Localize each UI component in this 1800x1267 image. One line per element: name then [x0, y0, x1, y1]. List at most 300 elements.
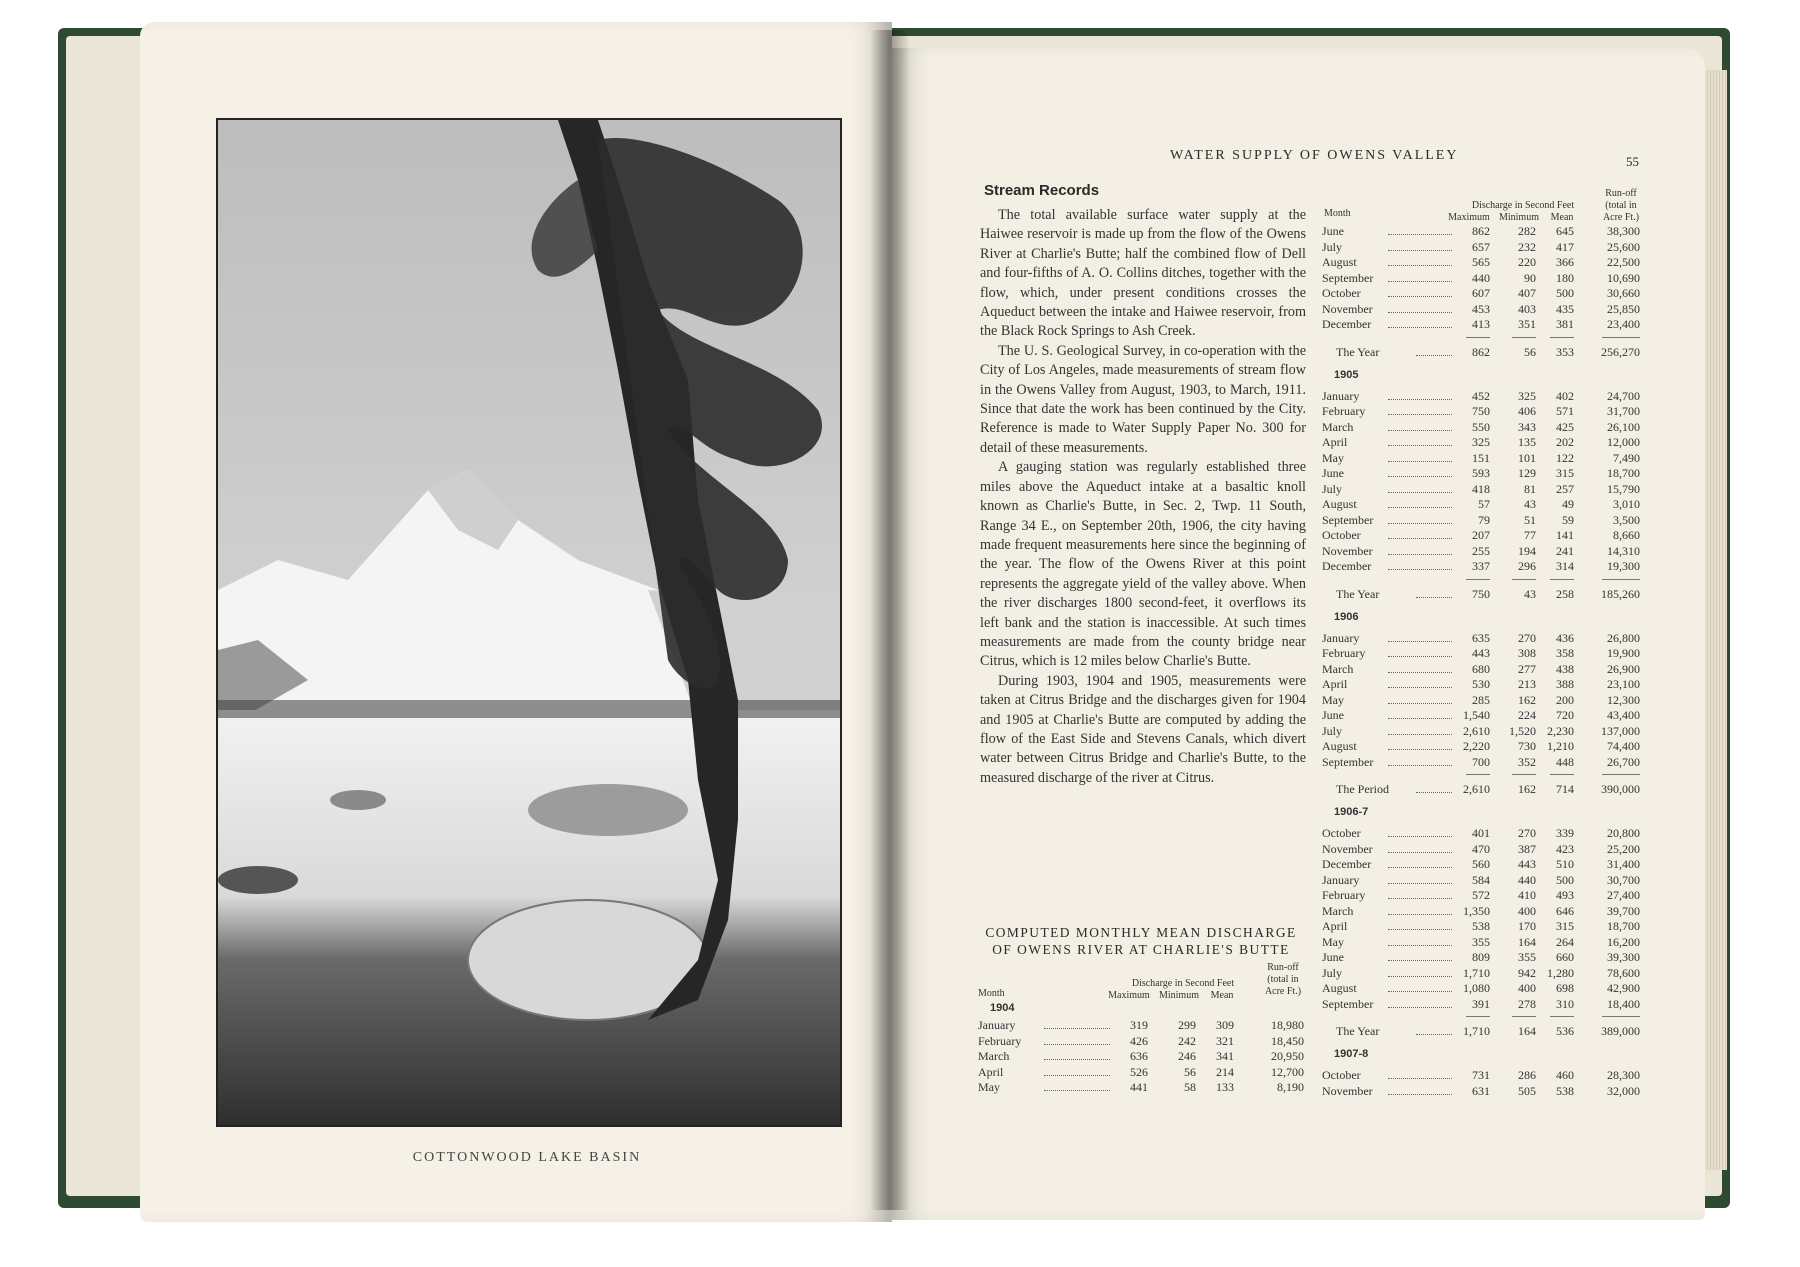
- runoff-cell: 185,260: [1601, 586, 1640, 601]
- maximum-cell: 538: [1472, 919, 1490, 933]
- sum-rule: [1602, 579, 1640, 580]
- sum-rule: [1550, 337, 1574, 338]
- table-row: [1322, 389, 1644, 404]
- maximum-cell: 750: [1472, 586, 1490, 601]
- runoff-cell: 18,400: [1607, 996, 1640, 1011]
- month-cell: May: [1322, 450, 1344, 465]
- maximum-cell: 79: [1478, 512, 1490, 527]
- mean-cell: 460: [1556, 1068, 1574, 1082]
- table-row: [1322, 677, 1644, 692]
- mean-cell: 315: [1556, 919, 1574, 933]
- month-cell: January: [1322, 388, 1360, 403]
- maximum-cell: 391: [1472, 996, 1490, 1011]
- month-cell: February: [1322, 646, 1366, 660]
- month-cell: February: [1322, 404, 1366, 418]
- maximum-cell: 680: [1472, 661, 1490, 676]
- mean-cell: 2,230: [1547, 723, 1574, 738]
- mean-cell: 660: [1556, 950, 1574, 964]
- maximum-cell: 2,610: [1463, 782, 1490, 796]
- runoff-cell: 42,900: [1607, 981, 1640, 995]
- table-row: [1322, 255, 1644, 270]
- month-cell: November: [1322, 841, 1373, 856]
- month-cell: June: [1322, 224, 1344, 238]
- sum-rule: [1602, 774, 1640, 775]
- month-cell: December: [1322, 857, 1372, 871]
- runoff-cell: 19,300: [1607, 559, 1640, 573]
- table-row: [1322, 646, 1644, 661]
- minimum-cell: 242: [1178, 1033, 1196, 1048]
- mean-cell: 141: [1556, 528, 1574, 542]
- mean-cell: 310: [1556, 996, 1574, 1011]
- minimum-cell: 403: [1518, 301, 1536, 316]
- table-row: [978, 1080, 1308, 1095]
- runoff-cell: 25,200: [1607, 841, 1640, 856]
- runoff-cell: 25,850: [1607, 301, 1640, 316]
- mean-cell: 315: [1556, 466, 1574, 480]
- minimum-cell: 410: [1518, 888, 1536, 902]
- minimum-cell: 43: [1524, 586, 1536, 601]
- month-cell: March: [1322, 419, 1354, 434]
- header-runoff-2: (total in: [1267, 974, 1299, 985]
- runoff-cell: 12,300: [1607, 692, 1640, 707]
- runoff-cell: 28,300: [1607, 1068, 1640, 1082]
- sum-rule: [1466, 337, 1490, 338]
- paragraph-1: The total available surface water supply at the Haiwee reservoir is made up from the flow of the Owens River at Charlie's Butte; half the combined flow of Dell and four-fifths of A. O. Collins ditches, together with the flow, which, under present conditions crosses the Aqueduct between the intake and Haiwee reservoir, from the Black Rock Springs to Ash Creek.: [980, 207, 1306, 340]
- minimum-cell: 56: [1524, 344, 1536, 359]
- maximum-cell: 526: [1130, 1064, 1148, 1079]
- maximum-cell: 1,080: [1463, 981, 1490, 995]
- month-cell: December: [1322, 317, 1372, 331]
- month-cell: October: [1322, 826, 1361, 840]
- mean-cell: 264: [1556, 934, 1574, 949]
- maximum-cell: 809: [1472, 950, 1490, 964]
- mean-cell: 353: [1556, 344, 1574, 359]
- mean-cell: 425: [1556, 419, 1574, 434]
- mean-cell: 438: [1556, 661, 1574, 676]
- runoff-cell: 3,500: [1613, 512, 1640, 527]
- maximum-cell: 418: [1472, 481, 1490, 496]
- maximum-cell: 636: [1130, 1049, 1148, 1064]
- table-row: [1322, 286, 1644, 301]
- mean-cell: 448: [1556, 754, 1574, 769]
- month-cell: September: [1322, 512, 1374, 527]
- month-cell: August: [1322, 739, 1357, 753]
- table-row: [1322, 950, 1644, 965]
- minimum-cell: 81: [1524, 481, 1536, 496]
- runoff-cell: 22,500: [1607, 255, 1640, 269]
- minimum-cell: 277: [1518, 661, 1536, 676]
- runoff-cell: 16,200: [1607, 934, 1640, 949]
- header-discharge: Discharge in Second Feet: [1471, 200, 1575, 211]
- maximum-cell: 530: [1472, 677, 1490, 691]
- table-row: [1322, 631, 1644, 646]
- month-cell: August: [1322, 497, 1357, 511]
- mean-cell: 536: [1556, 1024, 1574, 1038]
- table-title-line-1: COMPUTED MONTHLY MEAN DISCHARGE: [985, 925, 1297, 940]
- minimum-cell: 278: [1518, 996, 1536, 1011]
- runoff-cell: 24,700: [1607, 388, 1640, 403]
- maximum-cell: 1,540: [1463, 708, 1490, 722]
- month-cell: June: [1322, 950, 1344, 964]
- header-maximum: Maximum: [1448, 212, 1490, 223]
- runoff-cell: 30,700: [1607, 872, 1640, 887]
- table-row: [1322, 857, 1644, 872]
- maximum-cell: 441: [1130, 1080, 1148, 1095]
- runoff-cell: 31,400: [1607, 857, 1640, 871]
- maximum-cell: 635: [1472, 630, 1490, 645]
- month-cell: January: [1322, 872, 1360, 887]
- minimum-cell: 299: [1178, 1018, 1196, 1032]
- minimum-cell: 51: [1524, 512, 1536, 527]
- table-row: [1322, 271, 1644, 286]
- maximum-cell: 453: [1472, 301, 1490, 316]
- table-row: [1322, 755, 1644, 770]
- table-row: [1322, 724, 1644, 739]
- month-cell: June: [1322, 466, 1344, 480]
- maximum-cell: 862: [1472, 344, 1490, 359]
- maximum-cell: 862: [1472, 224, 1490, 238]
- header-runoff: [1256, 962, 1310, 998]
- minimum-cell: 43: [1524, 497, 1536, 511]
- runoff-cell: 43,400: [1607, 708, 1640, 722]
- minimum-cell: 135: [1518, 435, 1536, 449]
- minimum-cell: 162: [1518, 692, 1536, 707]
- maximum-cell: 607: [1472, 286, 1490, 300]
- runoff-cell: 7,490: [1613, 450, 1640, 465]
- minimum-cell: 77: [1524, 528, 1536, 542]
- runoff-cell: 19,900: [1607, 646, 1640, 660]
- table-row: [1322, 224, 1644, 239]
- mean-cell: 646: [1556, 903, 1574, 918]
- table-row: [1322, 662, 1644, 677]
- header-month: Month: [1324, 208, 1351, 219]
- total-row: [1322, 345, 1644, 360]
- mean-cell: 1,210: [1547, 739, 1574, 753]
- minimum-cell: 443: [1518, 857, 1536, 871]
- runoff-cell: 12,000: [1607, 435, 1640, 449]
- paragraph-4: During 1903, 1904 and 1905, measurements were taken at Citrus Bridge and the discharges given for 1904 and 1905 at Charlie's Butte are computed by adding the flow of the East Side and Stevens Canals, which divert water between Citrus Bridge and Charlie's Butte, to the measured discharge of the river at Citrus.: [980, 672, 1306, 786]
- year-label: 1906: [1334, 610, 1359, 623]
- month-cell: April: [978, 1064, 1004, 1079]
- month-cell: September: [1322, 754, 1374, 769]
- minimum-cell: 351: [1518, 317, 1536, 331]
- runoff-cell: 18,450: [1271, 1033, 1304, 1048]
- minimum-cell: 232: [1518, 239, 1536, 254]
- mean-cell: 435: [1556, 301, 1574, 316]
- runoff-cell: 137,000: [1601, 723, 1640, 738]
- runoff-cell: 20,950: [1271, 1049, 1304, 1064]
- month-cell: November: [1322, 1083, 1373, 1098]
- sum-rule: [1466, 579, 1490, 580]
- minimum-cell: 58: [1184, 1080, 1196, 1095]
- table-row: [1322, 240, 1644, 255]
- minimum-cell: 270: [1518, 630, 1536, 645]
- total-row: [1322, 1024, 1644, 1039]
- runoff-cell: 30,660: [1607, 286, 1640, 300]
- runoff-cell: 8,190: [1277, 1080, 1304, 1095]
- minimum-cell: 220: [1518, 255, 1536, 269]
- runoff-cell: 23,100: [1607, 677, 1640, 691]
- month-cell: July: [1322, 723, 1343, 738]
- runoff-cell: 27,400: [1607, 888, 1640, 902]
- runoff-cell: 15,790: [1607, 481, 1640, 496]
- runoff-cell: 31,700: [1607, 404, 1640, 418]
- table-row: [1322, 981, 1644, 996]
- mean-cell: 436: [1556, 630, 1574, 645]
- maximum-cell: 565: [1472, 255, 1490, 269]
- table-row: [1322, 739, 1644, 754]
- mean-cell: 714: [1556, 782, 1574, 796]
- month-cell: May: [1322, 692, 1344, 707]
- mean-cell: 49: [1562, 497, 1574, 511]
- runoff-cell: 74,400: [1607, 739, 1640, 753]
- maximum-cell: 2,220: [1463, 739, 1490, 753]
- year-label: 1904: [990, 1002, 1015, 1014]
- month-cell: The Year: [1336, 344, 1380, 359]
- sum-rule: [1602, 1016, 1640, 1017]
- minimum-cell: 440: [1518, 872, 1536, 887]
- runoff-cell: 390,000: [1601, 782, 1640, 796]
- book-spine: [870, 30, 910, 1210]
- header-runoff-2: (total in: [1605, 200, 1637, 211]
- mean-cell: 339: [1556, 826, 1574, 840]
- sum-rule: [1512, 579, 1536, 580]
- table-row: [1322, 997, 1644, 1012]
- table-row: [1322, 544, 1644, 559]
- mean-cell: 381: [1556, 317, 1574, 331]
- month-cell: May: [978, 1080, 1000, 1095]
- month-cell: March: [978, 1049, 1010, 1064]
- maximum-cell: 550: [1472, 419, 1490, 434]
- mean-cell: 698: [1556, 981, 1574, 995]
- minimum-cell: 296: [1518, 559, 1536, 573]
- mean-cell: 180: [1556, 270, 1574, 285]
- maximum-cell: 57: [1478, 497, 1490, 511]
- table-title: [974, 924, 1308, 958]
- header-runoff-3: Acre Ft.): [1264, 986, 1302, 997]
- photo-illustration: [218, 120, 840, 1125]
- mean-cell: 417: [1556, 239, 1574, 254]
- runoff-cell: 12,700: [1271, 1064, 1304, 1079]
- landscape-photo: [216, 118, 842, 1127]
- maximum-cell: 319: [1130, 1018, 1148, 1032]
- header-maximum: Maximum: [1108, 990, 1150, 1001]
- runoff-cell: 18,980: [1271, 1018, 1304, 1032]
- body-text: [980, 206, 1306, 788]
- month-cell: August: [1322, 255, 1357, 269]
- minimum-cell: 355: [1518, 950, 1536, 964]
- month-cell: November: [1322, 301, 1373, 316]
- page-number: 55: [1626, 154, 1639, 169]
- minimum-cell: 352: [1518, 754, 1536, 769]
- sum-rule: [1602, 337, 1640, 338]
- table-row: [1322, 317, 1644, 332]
- table-row: [1322, 404, 1644, 419]
- maximum-cell: 207: [1472, 528, 1490, 542]
- runoff-cell: 10,690: [1607, 270, 1640, 285]
- table-row: [1322, 935, 1644, 950]
- maximum-cell: 440: [1472, 270, 1490, 285]
- month-cell: September: [1322, 996, 1374, 1011]
- table-row: [1322, 528, 1644, 543]
- header-month: Month: [978, 988, 1005, 999]
- mean-cell: 341: [1216, 1049, 1234, 1064]
- mean-cell: 500: [1556, 872, 1574, 887]
- mean-cell: 241: [1556, 543, 1574, 558]
- table-title-line-2: OF OWENS RIVER AT CHARLIE'S BUTTE: [992, 942, 1290, 957]
- minimum-cell: 286: [1518, 1068, 1536, 1082]
- runoff-cell: 389,000: [1601, 1024, 1640, 1038]
- maximum-cell: 657: [1472, 239, 1490, 254]
- running-head: WATER SUPPLY OF OWENS VALLEY: [1170, 148, 1459, 163]
- table-row: [978, 1018, 1308, 1033]
- runoff-cell: 8,660: [1613, 528, 1640, 542]
- table-row: [1322, 497, 1644, 512]
- minimum-cell: 308: [1518, 646, 1536, 660]
- runoff-cell: 18,700: [1607, 466, 1640, 480]
- total-row: [1322, 782, 1644, 797]
- maximum-cell: 426: [1130, 1033, 1148, 1048]
- month-cell: July: [1322, 481, 1343, 496]
- table-row: [978, 1065, 1308, 1080]
- photo-caption: COTTONWOOD LAKE BASIN: [412, 1150, 642, 1165]
- maximum-cell: 337: [1472, 559, 1490, 573]
- mean-cell: 645: [1556, 224, 1574, 238]
- minimum-cell: 101: [1518, 450, 1536, 465]
- mean-cell: 358: [1556, 646, 1574, 660]
- runoff-cell: 26,900: [1607, 661, 1640, 676]
- maximum-cell: 470: [1472, 841, 1490, 856]
- month-cell: November: [1322, 543, 1373, 558]
- month-cell: October: [1322, 1068, 1361, 1082]
- minimum-cell: 129: [1518, 466, 1536, 480]
- header-mean: Mean: [1550, 212, 1574, 223]
- table-row: [1322, 420, 1644, 435]
- sum-rule: [1550, 774, 1574, 775]
- runoff-cell: 39,300: [1607, 950, 1640, 964]
- month-cell: September: [1322, 270, 1374, 285]
- month-cell: March: [1322, 661, 1354, 676]
- maximum-cell: 413: [1472, 317, 1490, 331]
- minimum-cell: 56: [1184, 1064, 1196, 1079]
- minimum-cell: 246: [1178, 1049, 1196, 1064]
- runoff-cell: 25,600: [1607, 239, 1640, 254]
- mean-cell: 571: [1556, 404, 1574, 418]
- table-row: [1322, 482, 1644, 497]
- table-row: [1322, 708, 1644, 723]
- maximum-cell: 285: [1472, 692, 1490, 707]
- header-runoff: [1594, 188, 1648, 224]
- table-row: [1322, 919, 1644, 934]
- mean-cell: 59: [1562, 512, 1574, 527]
- table-row: [1322, 559, 1644, 574]
- month-cell: June: [1322, 708, 1344, 722]
- runoff-cell: 39,700: [1607, 903, 1640, 918]
- month-cell: December: [1322, 559, 1372, 573]
- maximum-cell: 443: [1472, 646, 1490, 660]
- maximum-cell: 1,710: [1463, 1024, 1490, 1038]
- section-heading: Stream Records: [984, 182, 1100, 199]
- minimum-cell: 505: [1518, 1083, 1536, 1098]
- minimum-cell: 730: [1518, 739, 1536, 753]
- mean-cell: 309: [1216, 1018, 1234, 1032]
- month-cell: July: [1322, 965, 1343, 980]
- runoff-cell: 38,300: [1607, 224, 1640, 238]
- minimum-cell: 1,520: [1509, 723, 1536, 738]
- year-label: 1906-7: [1334, 806, 1369, 818]
- mean-cell: 493: [1556, 888, 1574, 902]
- mean-cell: 538: [1556, 1083, 1574, 1098]
- sum-rule: [1512, 337, 1536, 338]
- header-minimum: Minimum: [1158, 990, 1199, 1001]
- maximum-cell: 325: [1472, 435, 1490, 449]
- month-cell: February: [1322, 888, 1366, 902]
- maximum-cell: 631: [1472, 1083, 1490, 1098]
- mean-cell: 257: [1556, 481, 1574, 496]
- table-row: [1322, 513, 1644, 528]
- runoff-cell: 14,310: [1607, 543, 1640, 558]
- header-mean: Mean: [1210, 990, 1234, 1001]
- month-cell: January: [978, 1018, 1016, 1032]
- table-row: [978, 1034, 1308, 1049]
- maximum-cell: 1,710: [1463, 965, 1490, 980]
- table-row: [1322, 466, 1644, 481]
- maximum-cell: 401: [1472, 826, 1490, 840]
- maximum-cell: 560: [1472, 857, 1490, 871]
- header-runoff-1: Run-off: [1605, 188, 1637, 199]
- maximum-cell: 2,610: [1463, 723, 1490, 738]
- minimum-cell: 400: [1518, 981, 1536, 995]
- sum-rule: [1512, 774, 1536, 775]
- month-cell: April: [1322, 435, 1348, 449]
- discharge-table-right: [1322, 188, 1644, 1108]
- minimum-cell: 282: [1518, 224, 1536, 238]
- month-cell: October: [1322, 286, 1361, 300]
- minimum-cell: 164: [1518, 934, 1536, 949]
- maximum-cell: 750: [1472, 404, 1490, 418]
- mean-cell: 1,280: [1547, 965, 1574, 980]
- header-discharge: Discharge in Second Feet: [1131, 978, 1235, 989]
- mean-cell: 500: [1556, 286, 1574, 300]
- mean-cell: 423: [1556, 841, 1574, 856]
- runoff-cell: 256,270: [1601, 344, 1640, 359]
- minimum-cell: 400: [1518, 903, 1536, 918]
- header-runoff-3: Acre Ft.): [1602, 212, 1640, 223]
- maximum-cell: 355: [1472, 934, 1490, 949]
- runoff-cell: 20,800: [1607, 826, 1640, 840]
- minimum-cell: 213: [1518, 677, 1536, 691]
- mean-cell: 366: [1556, 255, 1574, 269]
- month-cell: April: [1322, 919, 1348, 933]
- sum-rule: [1550, 1016, 1574, 1017]
- minimum-cell: 406: [1518, 404, 1536, 418]
- month-cell: October: [1322, 528, 1361, 542]
- runoff-cell: 18,700: [1607, 919, 1640, 933]
- header-runoff-1: Run-off: [1267, 962, 1299, 973]
- table-row: [978, 1049, 1308, 1064]
- table-row: [1322, 302, 1644, 317]
- mean-cell: 200: [1556, 692, 1574, 707]
- maximum-cell: 584: [1472, 872, 1490, 887]
- month-cell: March: [1322, 903, 1354, 918]
- total-row: [1322, 587, 1644, 602]
- table-row: [1322, 904, 1644, 919]
- maximum-cell: 593: [1472, 466, 1490, 480]
- minimum-cell: 942: [1518, 965, 1536, 980]
- mean-cell: 321: [1216, 1033, 1234, 1048]
- header-minimum: Minimum: [1498, 212, 1539, 223]
- maximum-cell: 151: [1472, 450, 1490, 465]
